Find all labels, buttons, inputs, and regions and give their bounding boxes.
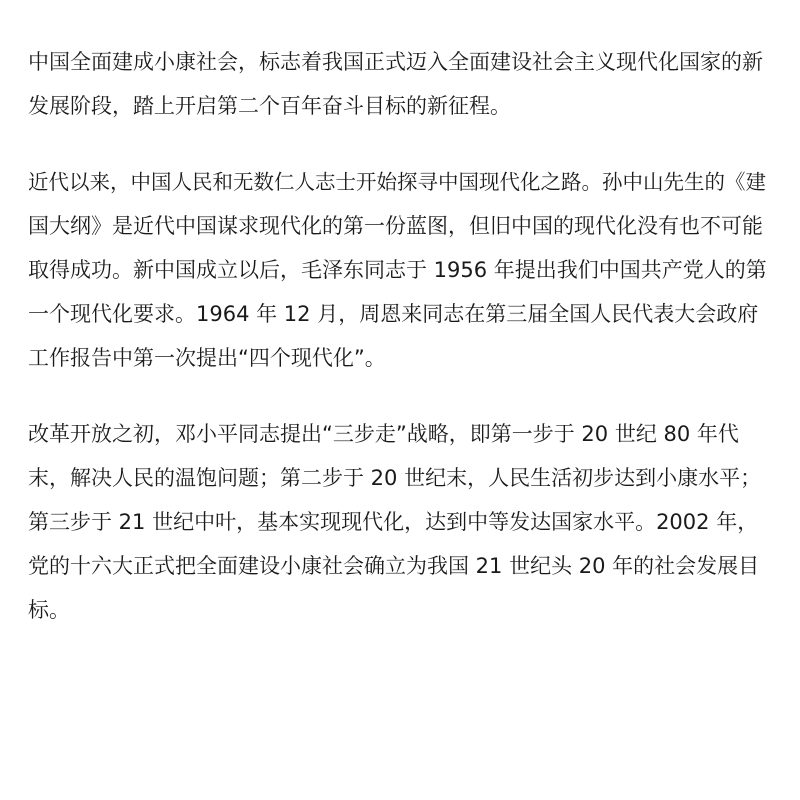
paragraph-1 — [28, 40, 776, 128]
text-line: 工作报告中第一次提出“四个现代化”。 — [28, 346, 386, 370]
text-line: 中国全面建成小康社会，标志着我国正式迈入全面建设社会主义现代化国家的新 — [28, 50, 763, 74]
text-line: 末，解决人民的温饱问题；第二步于 20 世纪末，人民生活初步达到小康水平； — [28, 466, 762, 490]
document-body — [28, 40, 776, 664]
text-line: 国大纲》是近代中国谋求现代化的第一份蓝图，但旧中国的现代化没有也不可能 — [28, 214, 763, 238]
text-line: 近代以来，中国人民和无数仁人志士开始探寻中国现代化之路。孙中山先生的《建 — [28, 170, 766, 194]
text-line: 党的十六大正式把全面建设小康社会确立为我国 21 世纪头 20 年的社会发展目 — [28, 554, 760, 578]
text-line: 发展阶段，踏上开启第二个百年奋斗目标的新征程。 — [28, 94, 511, 118]
text-line: 改革开放之初，邓小平同志提出“三步走”战略，即第一步于 20 世纪 80 年代 — [28, 422, 739, 446]
paragraph-3 — [28, 412, 776, 632]
text-line: 一个现代化要求。1964 年 12 月，周恩来同志在第三届全国人民代表大会政府 — [28, 302, 759, 326]
text-line: 标。 — [28, 598, 70, 622]
text-line: 取得成功。新中国成立以后，毛泽东同志于 1956 年提出我们中国共产党人的第 — [28, 258, 767, 282]
text-line: 第三步于 21 世纪中叶，基本实现现代化，达到中等发达国家水平。2002 年， — [28, 510, 759, 534]
paragraph-2 — [28, 160, 776, 380]
